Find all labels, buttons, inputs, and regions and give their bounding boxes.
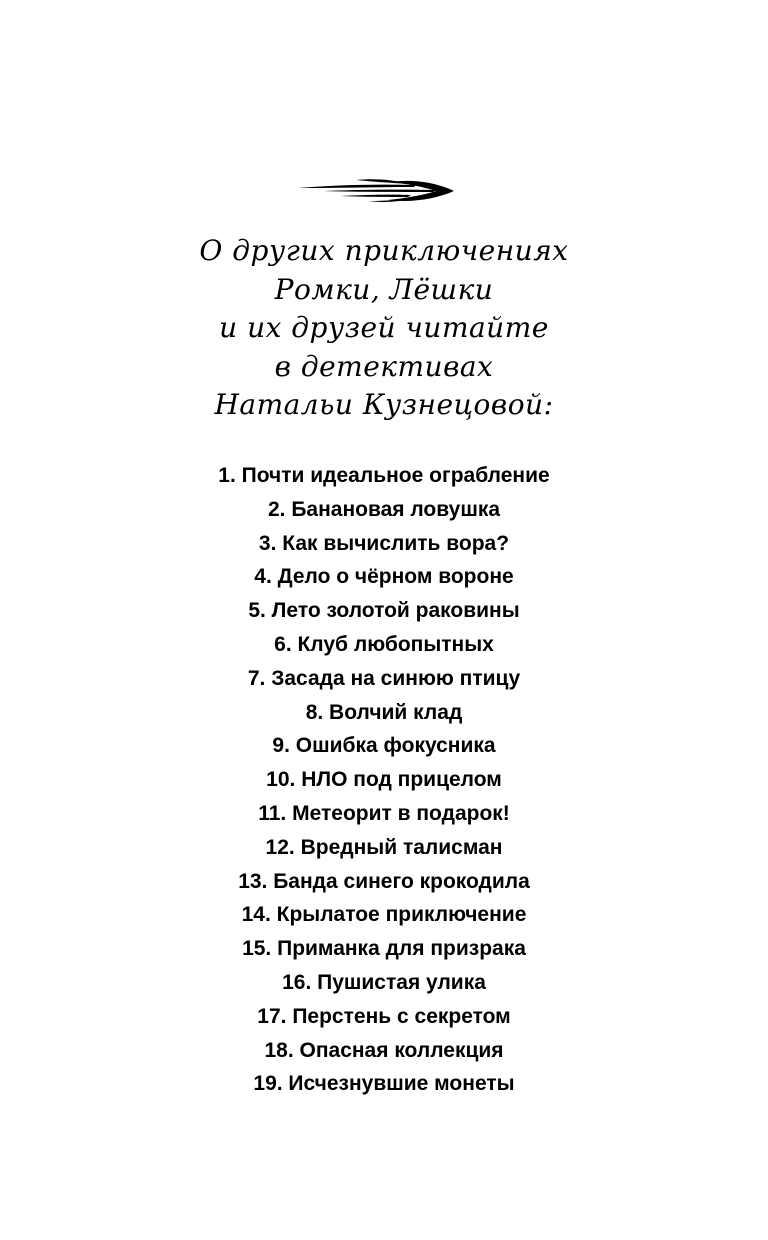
book-title: 11. Метеорит в подарок!: [258, 801, 510, 825]
book-title: 15. Приманка для призрака: [242, 937, 526, 961]
book-title: 2. Банановая ловушка: [267, 497, 501, 521]
book-title: 6. Клуб любопытных: [274, 632, 494, 656]
book-title: 3. Как вычислить вора?: [258, 531, 510, 555]
intro-line: О других приключениях: [199, 234, 569, 267]
book-title: 7. Засада на синюю птицу: [247, 666, 521, 690]
book-title: 10. НЛО под прицелом: [266, 768, 502, 792]
book-title: 13. Банда синего крокодила: [238, 869, 530, 893]
book-title: 8. Волчий клад: [305, 700, 463, 724]
book-title: 4. Дело о чёрном вороне: [254, 565, 514, 589]
book-title: 5. Лето золотой раковины: [248, 599, 520, 623]
book-title: 12. Вредный талисман: [265, 835, 503, 859]
book-title: 17. Перстень с секретом: [257, 1004, 511, 1028]
intro-text: [0, 232, 768, 425]
book-title: 19. Исчезнувшие монеты: [253, 1072, 515, 1096]
book-list: [0, 459, 768, 1101]
intro-line: Ромки, Лёшки: [274, 272, 494, 306]
book-title: 18. Опасная коллекция: [264, 1038, 504, 1062]
book-title: 9. Ошибка фокусника: [272, 734, 496, 758]
book-title: 16. Пушистая улика: [282, 970, 486, 994]
swoosh-ornament-icon: [296, 176, 456, 206]
book-title: 1. Почти идеальное ограбление: [218, 464, 550, 487]
intro-line: Натальи Кузнецовой:: [214, 388, 554, 421]
intro-line: в детективах: [274, 349, 494, 383]
intro-line: и их друзей читайте: [219, 311, 549, 344]
book-title: 14. Крылатое приключение: [241, 903, 527, 927]
